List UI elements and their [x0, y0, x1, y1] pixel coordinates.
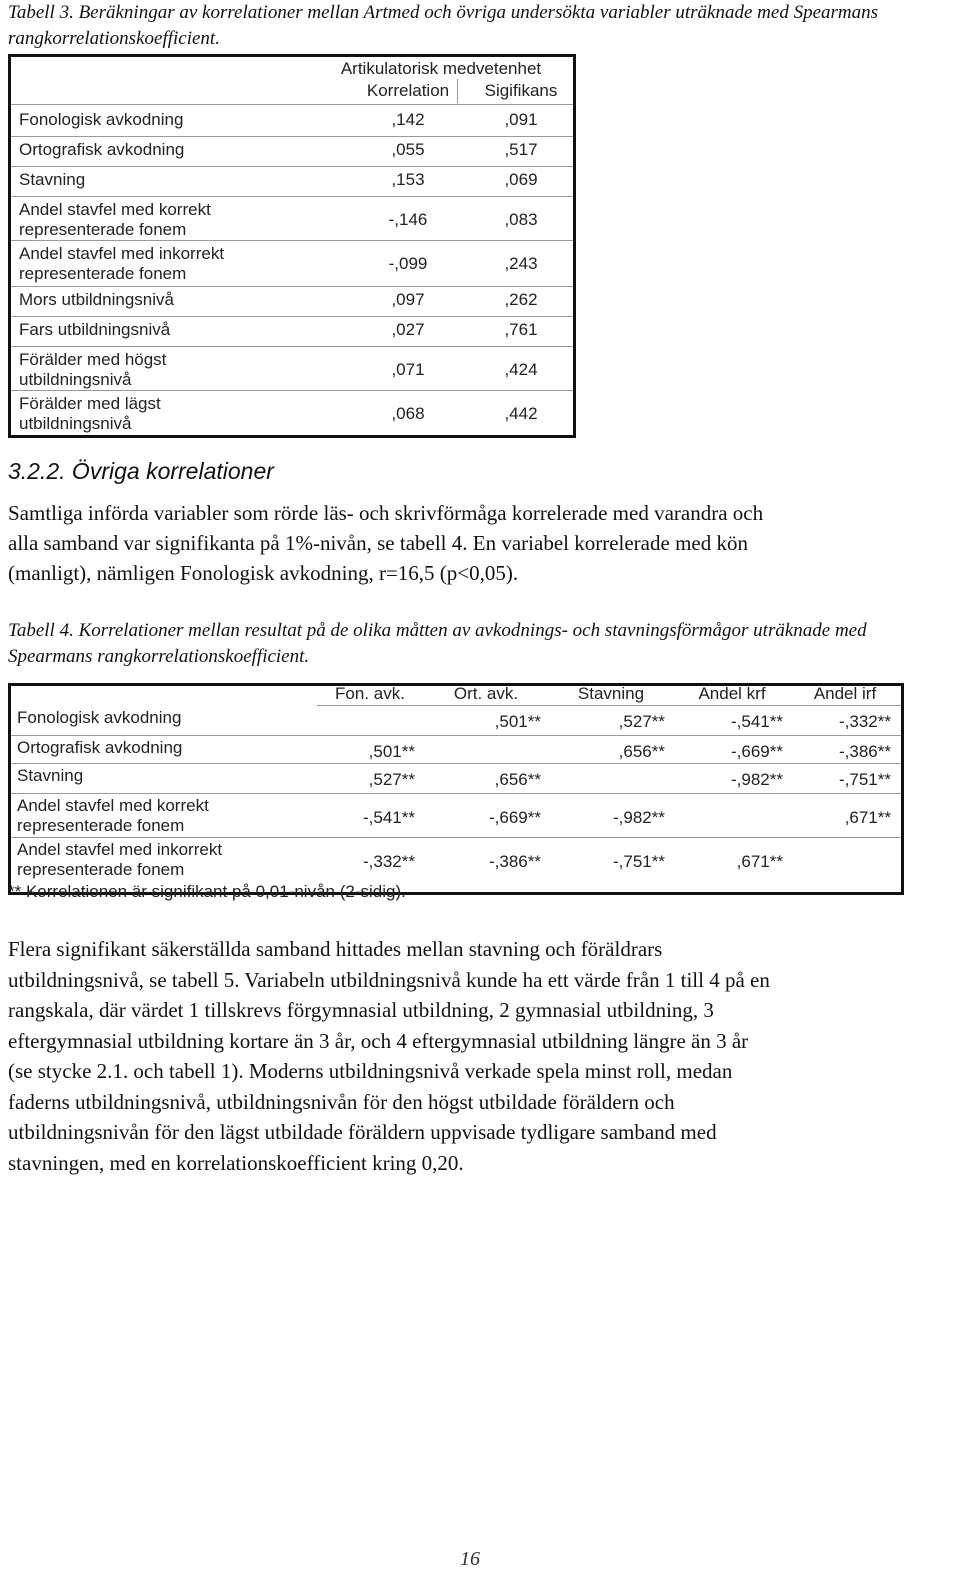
- table3-sig-value: ,083: [504, 210, 538, 229]
- table3-row-label-line: utbildningsnivå: [19, 414, 132, 433]
- table4-col-header: Andel krf: [698, 684, 766, 703]
- table4-value: -,751**: [613, 852, 665, 871]
- table4-value: ,671**: [844, 808, 891, 827]
- table4-row-label-line: Stavning: [17, 766, 84, 785]
- table4-footnote: ** Korrelationen är signifikant på 0,01-nivån (2-sidig).: [8, 882, 406, 901]
- table4-value: -,541**: [363, 808, 415, 827]
- table4-value: ,671**: [736, 852, 783, 871]
- table3-row-rule: [11, 196, 573, 197]
- table4-value: ,656**: [618, 742, 665, 761]
- table4-row-rule: [11, 763, 901, 764]
- table3-row-rule: [11, 390, 573, 391]
- table4-row-label: [17, 796, 317, 836]
- table3-row-label: [19, 200, 329, 240]
- table3-sig-value: ,761: [504, 320, 538, 339]
- table3-korrelation-value: ,097: [391, 290, 425, 309]
- table4-row-label: [17, 738, 317, 758]
- table4: [8, 683, 904, 895]
- table4-value: -,541**: [731, 712, 783, 731]
- table3-header-rule: [11, 104, 573, 105]
- table3-row-label-line: representerade fonem: [19, 220, 187, 239]
- table3-row-label-line: Ortografisk avkodning: [19, 140, 185, 159]
- section-paragraph: [8, 498, 948, 588]
- table3-row-label: [19, 244, 329, 284]
- table3-row-rule: [11, 240, 573, 241]
- table3-korrelation-value: ,027: [391, 320, 425, 339]
- table3-row-rule: [11, 166, 573, 167]
- table3-korrelation-value: -,146: [388, 210, 428, 229]
- table4-row-label: [17, 766, 317, 786]
- table3-sig-value: ,243: [504, 254, 538, 273]
- paragraph-line: utbildningsnivå, se tabell 5. Variabeln utbildningsnivå kunde ha ett värde från 1 till 4 på en: [8, 967, 770, 992]
- table3-row-label-line: Fars utbildningsnivå: [19, 320, 171, 339]
- table3-sig-value: ,262: [504, 290, 538, 309]
- table3-col-header-sigifikans: Sigifikans: [484, 81, 558, 100]
- table3-korrelation-value: ,153: [391, 170, 425, 189]
- table4-row-label: [17, 840, 317, 880]
- table4-col-header: Fon. avk.: [335, 684, 405, 703]
- table3-row-label: [19, 350, 329, 390]
- table4-value: -,669**: [731, 742, 783, 761]
- table4-value: -,751**: [839, 770, 891, 789]
- table3-row-label: [19, 110, 329, 130]
- table3-korrelation-value: -,099: [388, 254, 428, 273]
- table3-row-label-line: representerade fonem: [19, 264, 187, 283]
- table3-korrelation-value: ,068: [391, 404, 425, 423]
- paragraph-line: alla samband var signifikanta på 1%-nivån, se tabell 4. En variabel korrelerade med kön: [8, 531, 748, 555]
- table4-value: -,332**: [363, 852, 415, 871]
- table4-value: -,332**: [839, 712, 891, 731]
- table4-value: -,386**: [489, 852, 541, 871]
- table4-row-rule: [11, 793, 901, 794]
- table3-row-label: [19, 170, 329, 190]
- table3-korrelation-value: ,142: [391, 110, 425, 129]
- paragraph-line: faderns utbildningsnivå, utbildningsnivån för den högst utbildade föräldern och: [8, 1089, 675, 1114]
- page-number: 16: [460, 1548, 480, 1570]
- table3-sig-value: ,517: [504, 140, 538, 159]
- table3-row-label: [19, 394, 329, 434]
- table4-value: -,982**: [613, 808, 665, 827]
- table4-row-label-line: Andel stavfel med inkorrekt: [17, 840, 223, 859]
- paragraph-line: rangskala, där värdet 1 tillskrevs förgymnasial utbildning, 2 gymnasial utbildning, 3: [8, 998, 714, 1022]
- table4-col-header: Stavning: [577, 684, 645, 703]
- table4-value: -,386**: [839, 742, 891, 761]
- table3-row-label-line: Andel stavfel med inkorrekt: [19, 244, 225, 263]
- table4-row-label-line: Ortografisk avkodning: [17, 738, 183, 757]
- table3-row-label: [19, 290, 329, 310]
- table3-row-label: [19, 140, 329, 160]
- table4-caption: Tabell 4. Korrelationer mellan resultat på de olika måtten av avkodnings- och stavningsförmågor uträknade med Spearmans rangkorrelationskoefficient.: [8, 620, 867, 667]
- table4-value: -,982**: [731, 770, 783, 789]
- table4-value: ,527**: [368, 770, 415, 789]
- table4-col-header: Andel irf: [813, 684, 877, 703]
- table4-value: ,527**: [618, 712, 665, 731]
- table3-korrelation-value: ,055: [391, 140, 425, 159]
- table3-row-label-line: Stavning: [19, 170, 86, 189]
- table4-value: ,501**: [368, 742, 415, 761]
- table3-row-rule: [11, 136, 573, 137]
- table3-sig-value: ,091: [504, 110, 538, 129]
- paragraph-line: (se stycke 2.1. och tabell 1). Moderns utbildningsnivå verkade spela minst roll, medan: [8, 1059, 733, 1083]
- table3-row-rule: [11, 346, 573, 347]
- table3-header-divider: [457, 79, 458, 103]
- table3-col-header-korrelation: Korrelation: [366, 81, 450, 100]
- table3: [8, 54, 576, 438]
- paragraph-line: Samtliga införda variabler som rörde läs- och skrivförmåga korrelerade med varandra och: [8, 501, 764, 525]
- table3-row-label-line: Förälder med lägst: [19, 394, 161, 413]
- table4-row-label-line: Andel stavfel med korrekt: [17, 796, 209, 815]
- table3-group-header: Artikulatorisk medvetenhet: [340, 59, 542, 78]
- section-heading: 3.2.2. Övriga korrelationer: [8, 458, 274, 484]
- body-paragraph: [8, 934, 948, 1178]
- table4-row-rule: [11, 735, 901, 736]
- table3-sig-value: ,442: [504, 404, 538, 423]
- table4-row-label-line: Fonologisk avkodning: [17, 708, 182, 727]
- table3-row-rule: [11, 286, 573, 287]
- table3-row-label-line: utbildningsnivå: [19, 370, 132, 389]
- table3-sig-value: ,424: [504, 360, 538, 379]
- table3-sig-value: ,069: [504, 170, 538, 189]
- table3-row-label: [19, 320, 329, 340]
- table3-row-rule: [11, 316, 573, 317]
- table3-row-label-line: Andel stavfel med korrekt: [19, 200, 211, 219]
- table3-caption: Tabell 3. Beräkningar av korrelationer mellan Artmed och övriga undersökta variabler uträknade med Spearmans rangkorrelationskoefficient.: [8, 2, 879, 49]
- table3-row-label-line: Förälder med högst: [19, 350, 167, 369]
- table4-value: ,501**: [494, 712, 541, 731]
- table4-col-header: Ort. avk.: [453, 684, 519, 703]
- paragraph-line: stavningen, med en korrelationskoefficient kring 0,20.: [8, 1150, 464, 1175]
- table4-row-label: [17, 708, 317, 728]
- table4-row-label-line: representerade fonem: [17, 860, 185, 879]
- table4-header-rule: [317, 705, 901, 706]
- table3-korrelation-value: ,071: [391, 360, 425, 379]
- paragraph-line: Flera signifikant säkerställda samband hittades mellan stavning och föräldrars: [8, 937, 663, 961]
- paragraph-line: eftergymnasial utbildning kortare än 3 år, och 4 eftergymnasial utbildning längre än 3 år: [8, 1028, 749, 1053]
- table3-row-label-line: Fonologisk avkodning: [19, 110, 184, 129]
- table4-value: -,669**: [489, 808, 541, 827]
- table4-row-rule: [11, 837, 901, 838]
- paragraph-line: utbildningsnivån för den lägst utbildade föräldern uppvisade tydligare samband med: [8, 1120, 717, 1144]
- table3-row-label-line: Mors utbildningsnivå: [19, 290, 174, 309]
- paragraph-line: (manligt), nämligen Fonologisk avkodning, r=16,5 (p<0,05).: [8, 561, 519, 585]
- table4-value: ,656**: [494, 770, 541, 789]
- table4-row-label-line: representerade fonem: [17, 816, 185, 835]
